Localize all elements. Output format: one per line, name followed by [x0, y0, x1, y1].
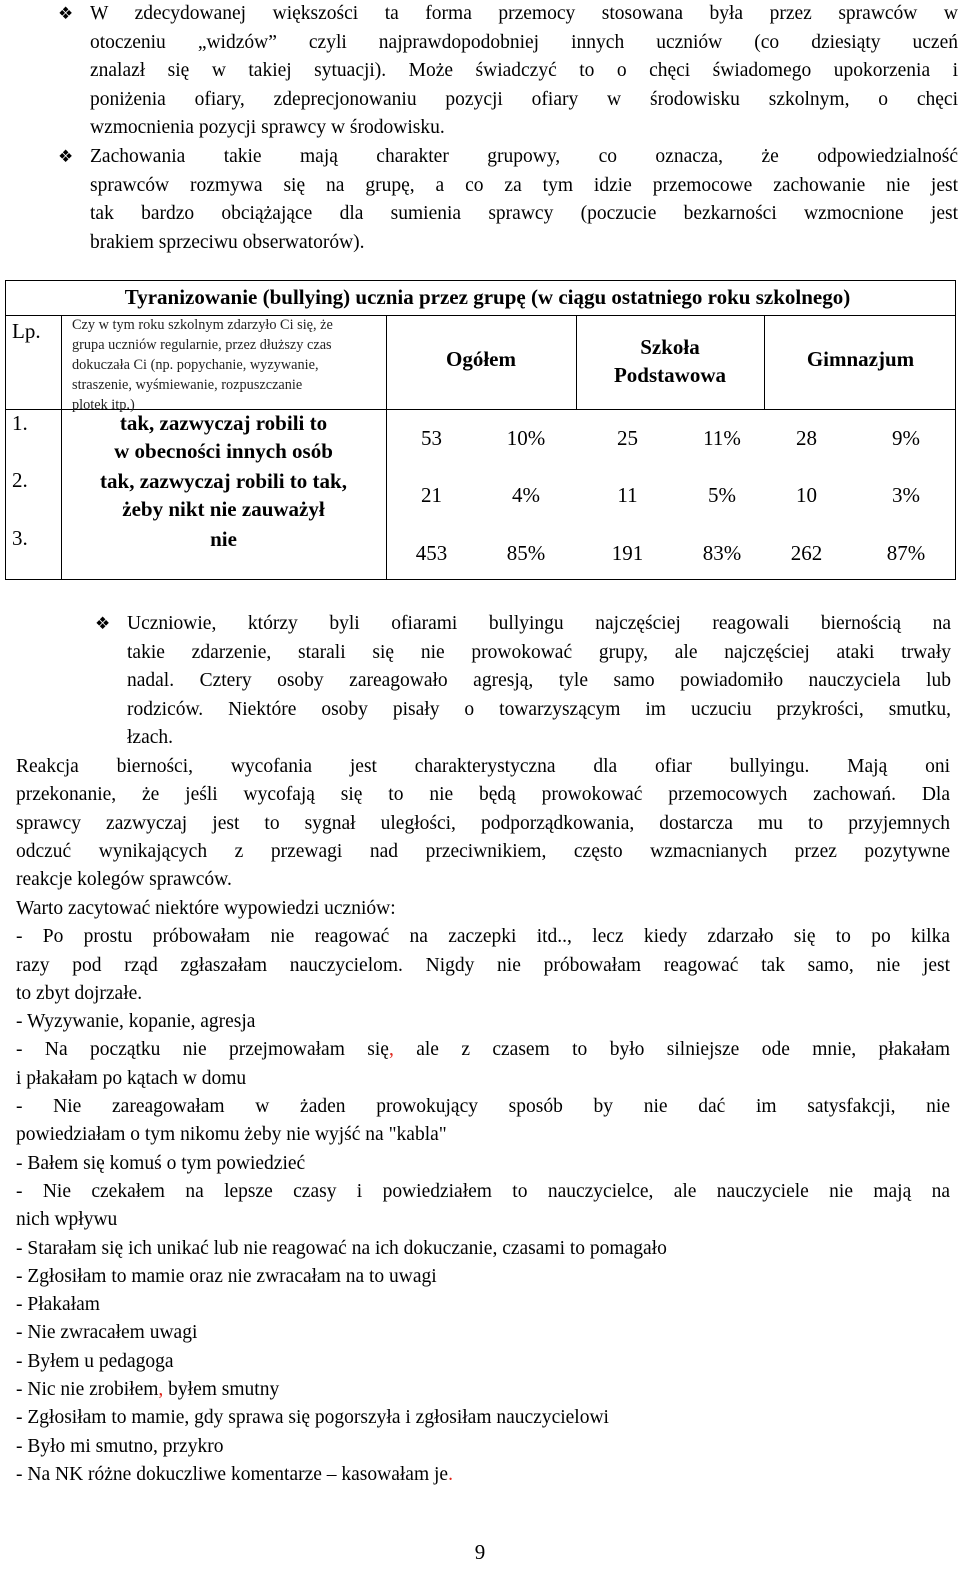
col-primary-header — [576, 333, 764, 389]
cell-total-p: 10% — [506, 426, 546, 450]
text-line: odczuć wynikających z przewagi nad przeciwnikiem, często wzmacnianych przez pozytywne — [16, 840, 950, 862]
quote-line: powiedziałam o tym nikomu żeby nie wyjść na "kabla" — [16, 1124, 447, 1146]
quote-line: - Zgłosiłam to mamie, gdy sprawa się pogorszyła i zgłosiłam nauczycielowi — [16, 1407, 609, 1429]
quote-line: - Byłem u pedagoga — [16, 1350, 174, 1372]
cell-total-p: 4% — [512, 483, 540, 507]
quote-text: ale z czasem to było silniejsze ode mnie, płakałam — [393, 1039, 950, 1061]
cell-total-n: 53 — [421, 426, 442, 450]
col-primary-line: Podstawowa — [613, 363, 726, 387]
red-comma: , — [158, 1379, 164, 1401]
row-label-line: tak, zazwyczaj robili to tak, — [100, 469, 347, 493]
col-total-header: Ogółem — [446, 347, 516, 371]
table-title: Tyranizowanie (bullying) ucznia przez grupę (w ciągu ostatniego roku szkolnego) — [124, 285, 851, 309]
quote-line: - Było mi smutno, przykro — [16, 1435, 224, 1457]
quote-line: - Nie zareagowałam w żaden prowokujący sposób by nie dać im satysfakcji, nie — [16, 1096, 950, 1118]
text-line: łzach. — [127, 727, 174, 749]
question-line: grupa uczniów regularnie, przez dłuższy czas — [72, 337, 332, 353]
bullet-diamond-icon: ❖ — [95, 614, 111, 633]
text-line: tak bardzo obciążające dla sumienia sprawcy (poczucie bezkarności wzmocnione jest — [90, 203, 958, 225]
question-header — [72, 315, 382, 415]
row-label-line: w obecności innych osób — [114, 439, 333, 463]
quote-line: - Zgłosiłam to mamie oraz nie zwracałam na to uwagi — [16, 1265, 437, 1287]
quote-line — [16, 1376, 950, 1404]
cell-total-p: 85% — [506, 541, 546, 565]
cell-sp-n: 11 — [617, 483, 638, 507]
quote-line: - Wyzywanie, kopanie, agresja — [16, 1011, 256, 1033]
quote-line: - Bałem się komuś o tym powiedzieć — [16, 1152, 306, 1174]
bullet-diamond-icon: ❖ — [58, 4, 74, 23]
red-comma: , — [388, 1039, 394, 1061]
text-line: reakcje kolegów sprawców. — [16, 869, 232, 891]
text-line: Uczniowie, którzy byli ofiarami bullyingu najczęściej reagowali biernością na — [127, 613, 951, 634]
row-label — [61, 409, 386, 465]
bullet-diamond-icon: ❖ — [58, 147, 74, 166]
quote-text: byłem smutny — [163, 1379, 280, 1401]
text-line: brakiem sprzeciwu obserwatorów). — [90, 231, 365, 253]
cell-g-p: 3% — [892, 483, 920, 507]
text-line: otoczeniu „widzów” czyli najprawdopodobniej innych uczniów (co dziesiąty uczeń — [90, 31, 958, 53]
cell-sp-p: 83% — [702, 541, 742, 565]
text-line: znalazł się w takiej sytuacji). Może świadczyć to o chęci świadomego upokorzenia i — [90, 60, 958, 82]
quote-line — [16, 1461, 950, 1489]
cell-sp-n: 25 — [617, 426, 638, 450]
text-line: sprawcy zazwyczaj jest to sygnał uległości, podporządkowania, dostarcza mu to przyjemnych — [16, 812, 950, 834]
cell-g-n: 10 — [796, 483, 817, 507]
question-line: dokuczała Ci (np. popychanie, wyzywanie, — [72, 357, 319, 373]
quote-line: - Nie czekałem na lepsze czasy i powiedziałem to nauczycielce, ale nauczyciele nie mają na — [16, 1180, 950, 1202]
quote-line: to zbyt dojrzałe. — [16, 982, 143, 1004]
cell-g-p: 9% — [892, 426, 920, 450]
paragraph-reaction — [16, 753, 950, 894]
text-line: sprawców rozmywa się na grupę, a co za tym idzie przemocowe zachowanie nie jest — [90, 174, 958, 196]
quote-line: - Po prostu próbowałam nie reagować na zaczepki itd.., lecz kiedy zdarzało się to po kilka — [16, 926, 950, 948]
page-number: 9 — [474, 1540, 486, 1564]
cell-total-n: 21 — [421, 483, 442, 507]
question-line: Czy w tym roku szkolnym zdarzyło Ci się, że — [72, 317, 333, 333]
quote-line: - Płakałam — [16, 1294, 100, 1316]
text-line: wzmocnienia pozycji sprawcy w środowisku. — [90, 117, 445, 139]
row-label-line: żeby nikt nie zauważył — [122, 497, 325, 521]
quote-line — [16, 1036, 950, 1064]
quote-line: - Starałam się ich unikać lub nie reagować na ich dokuczanie, czasami to pomagało — [16, 1237, 667, 1259]
row-lp: 1. — [12, 411, 28, 435]
red-dot: . — [448, 1463, 453, 1485]
cell-g-n: 262 — [790, 541, 823, 565]
text-line: takie zdarzenie, starali się nie prowokować grupy, ale najczęściej ataki trwały — [127, 641, 951, 663]
quote-line: i płakałam po kątach w domu — [16, 1067, 247, 1089]
col-gym-header: Gimnazjum — [806, 347, 915, 371]
quote-text: - Na początku nie przejmowałam się — [16, 1039, 389, 1061]
row-lp: 2. — [12, 468, 28, 492]
quote-line: razy pod rząd zgłaszałam nauczycielom. Nigdy nie próbowałam reagować tak samo, nie jest — [16, 954, 950, 976]
cell-sp-p: 5% — [708, 483, 736, 507]
text-line: poniżenia ofiary, zdeprecjonowaniu pozycji ofiary w środowisku szkolnym, o chęci — [90, 88, 958, 110]
question-line: straszenie, wyśmiewanie, rozpuszczanie — [72, 377, 303, 393]
row-label-line: tak, zazwyczaj robili to — [119, 411, 328, 435]
cell-sp-p: 11% — [703, 426, 741, 450]
text-line: rodziców. Niektóre osoby pisały o towarzyszącym im uczuciu przykrości, smutku, — [127, 698, 951, 720]
row-label: nie — [210, 527, 237, 551]
text-line: W zdecydowanej większości ta forma przemocy stosowana była przez sprawców w — [90, 3, 958, 24]
text-line: nadal. Cztery osoby zareagowało agresją, tyle samo powiadomiło nauczyciela lub — [127, 670, 951, 692]
text-line: Zachowania takie mają charakter grupowy, co oznacza, że odpowiedzialność — [90, 146, 958, 167]
quotes-block — [16, 895, 950, 1489]
text-line: przekonanie, że jeśli wycofają się to nie będą prowokować przemocowych zachowań. Dla — [16, 784, 950, 806]
cell-sp-n: 191 — [611, 541, 644, 565]
row-lp: 3. — [12, 526, 28, 550]
col-lp-header: Lp. — [12, 319, 41, 343]
quote-text: - Na NK różne dokuczliwe komentarze – kasowałam je — [16, 1463, 449, 1485]
question-line: plotek itp.) — [72, 397, 135, 413]
quote-text: - Nic nie zrobiłem — [16, 1379, 159, 1401]
cell-g-p: 87% — [886, 541, 926, 565]
quote-line: - Nie zwracałem uwagi — [16, 1322, 198, 1344]
bullying-table — [5, 280, 956, 580]
cell-g-n: 28 — [796, 426, 817, 450]
cell-total-n: 453 — [415, 541, 448, 565]
text-line: Reakcja bierności, wycofania jest charakterystyczna dla ofiar bullyingu. Mają oni — [16, 756, 950, 777]
row-label — [61, 467, 386, 523]
quote-line: nich wpływu — [16, 1209, 118, 1231]
quotes-intro: Warto zacytować niektóre wypowiedzi uczniów: — [16, 898, 396, 919]
col-primary-line: Szkoła — [640, 335, 700, 359]
